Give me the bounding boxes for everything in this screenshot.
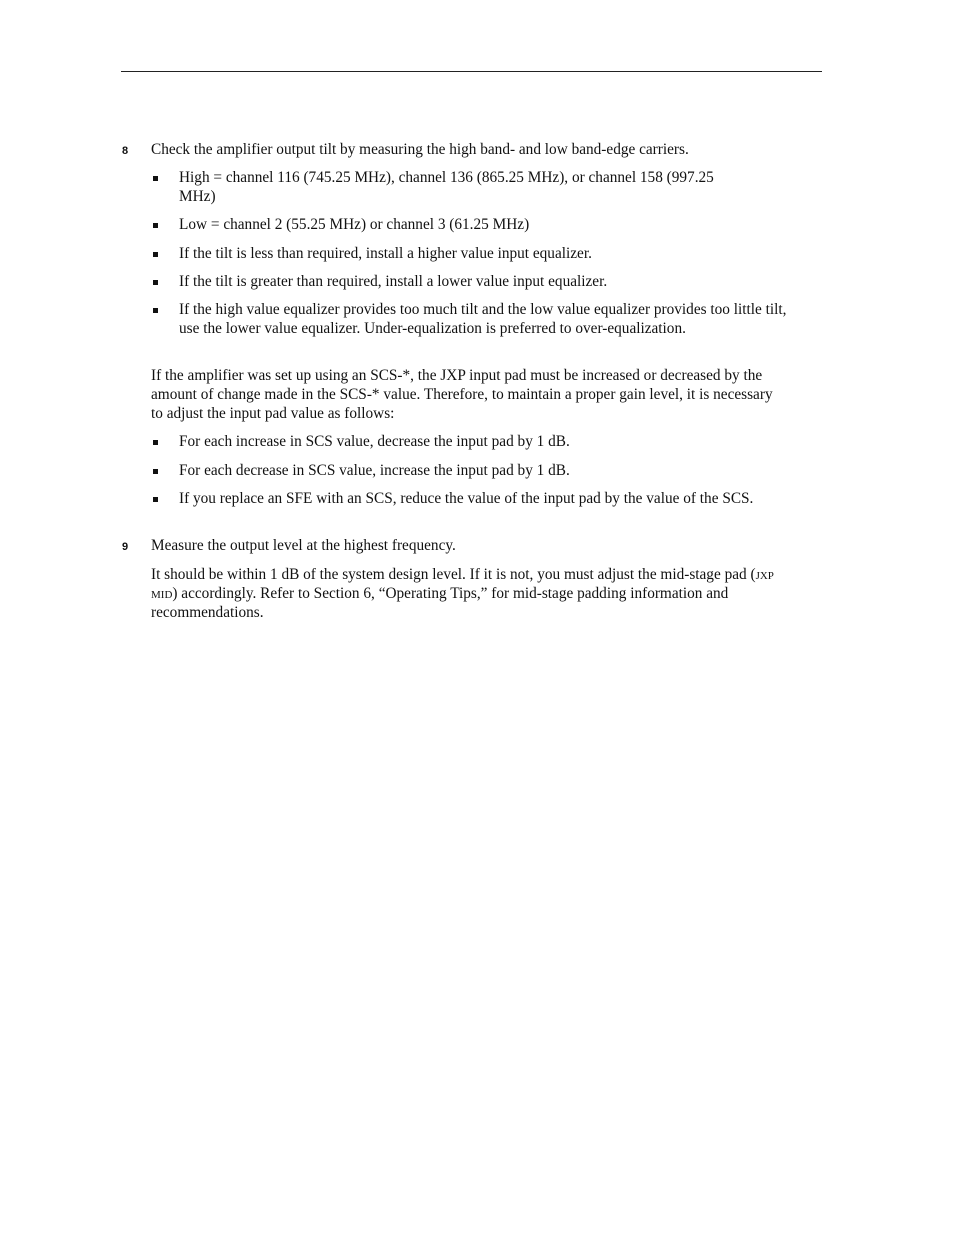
step-instruction: Measure the output level at the highest frequency. xyxy=(151,537,456,554)
list-item-text: If the tilt is greater than required, install a lower value input equalizer. xyxy=(179,273,608,290)
list-item-text: For each increase in SCS value, decrease the input pad by 1 dB. xyxy=(179,433,570,450)
bullet-marker xyxy=(153,440,158,445)
list-item-text: For each decrease in SCS value, increase the input pad by 1 dB. xyxy=(179,462,570,479)
bullet-marker xyxy=(153,469,158,474)
detail-text-start: It should be within 1 dB of the system design level. If it is not, you must adjust the mid-stage pad ( xyxy=(151,566,756,583)
bullet-marker xyxy=(153,176,158,181)
list-item-text: If the high value equalizer provides too much tilt and the low value equalizer provides too little tilt, use the lower value equalizer. Under-equalization is preferred to over-equalization. xyxy=(179,301,787,337)
bullet-marker xyxy=(153,223,158,228)
bullet-marker xyxy=(153,280,158,285)
list-item-text: Low = channel 2 (55.25 MHz) or channel 3 (61.25 MHz) xyxy=(179,216,530,233)
list-item-text: If the tilt is less than required, install a higher value input equalizer. xyxy=(179,245,592,262)
list-item-text: If you replace an SFE with an SCS, reduce the value of the input pad by the value of the SCS. xyxy=(179,490,754,507)
detail-text-end: ) accordingly. Refer to Section 6, “Operating Tips,” for mid-stage padding information and recommendations. xyxy=(151,584,729,621)
bullet-marker xyxy=(153,497,158,502)
step-9-detail xyxy=(151,566,791,622)
step-number: 8 xyxy=(122,145,129,157)
step-number: 9 xyxy=(122,541,129,553)
list-item-text: High = channel 116 (745.25 MHz), channel 136 (865.25 MHz), or channel 158 (997.25 MHz) xyxy=(179,169,714,205)
bullet-marker xyxy=(153,308,158,313)
header-rule xyxy=(121,71,822,72)
scs-note-paragraph: If the amplifier was set up using an SCS-*, the JXP input pad must be increased or decreased by the amount of change made in the SCS-* value. Therefore, to maintain a proper gain level, it is necessary to adjust the input pad value as follows: xyxy=(151,367,773,422)
step-instruction: Check the amplifier output tilt by measuring the high band- and low band-edge carriers. xyxy=(151,141,689,158)
bullet-marker xyxy=(153,252,158,257)
jxp-mid-label: jxp mid xyxy=(151,566,774,602)
